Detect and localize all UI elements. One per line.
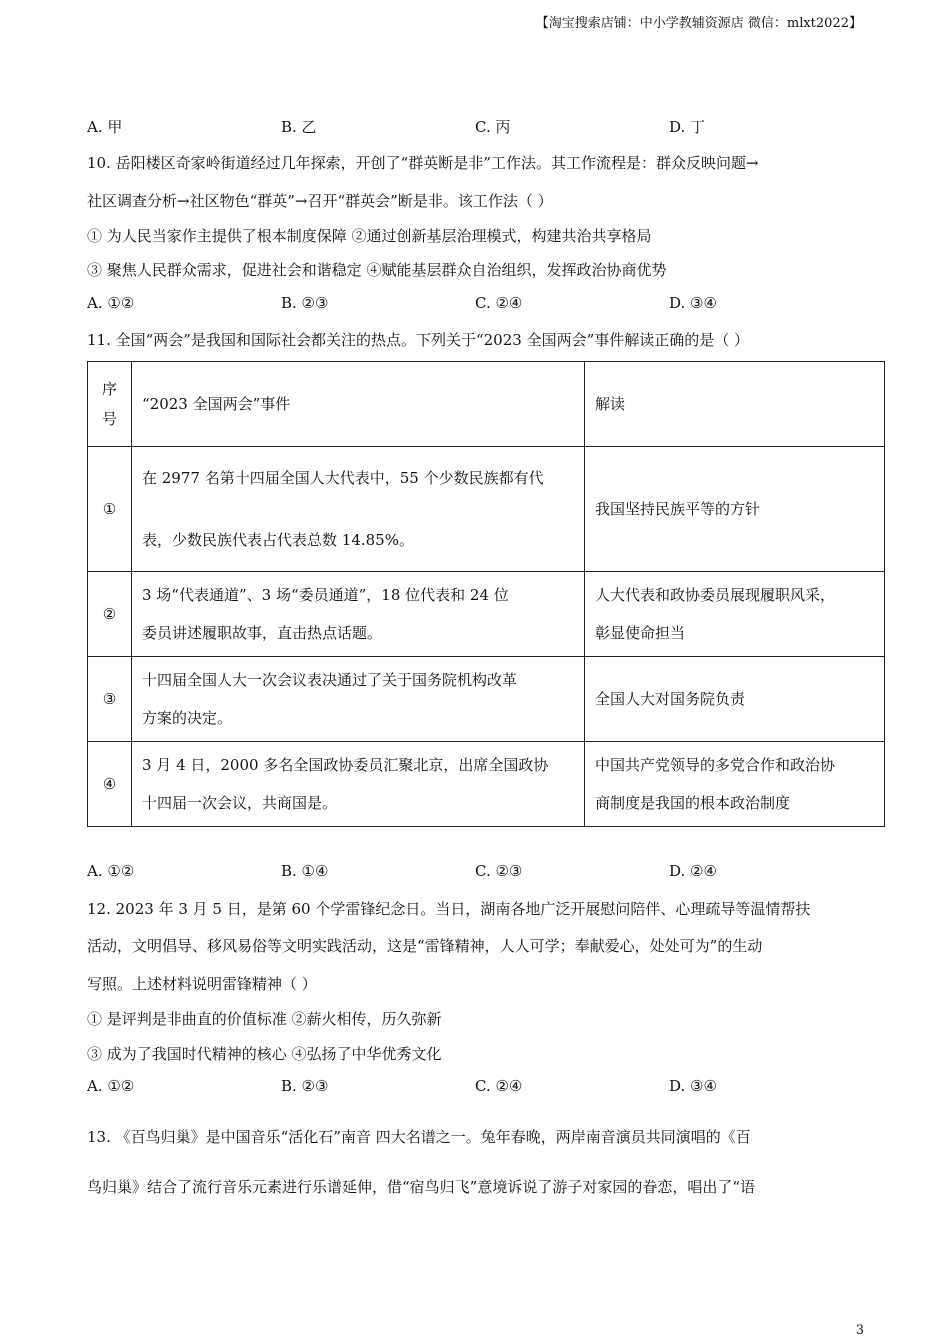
row-event: 在 2977 名第十四届全国人大代表中，55 个少数民族都有代 表，少数民族代表占代表总数 14.85%。 [132,447,585,572]
table-row [88,742,885,827]
q10-items-line1: ① 为人民当家作主提供了根本制度保障 ②通过创新基层治理模式，构建共治共享格局 [87,227,652,245]
table-header-row [88,362,885,447]
page-number: 3 [855,1323,864,1338]
q10-stem-line2: 社区调查分析→社区物色“群英”→召开“群英会”断是非。该工作法（ ） [87,192,553,210]
option-b[interactable]: B. ②③ [281,1077,329,1095]
header-event: “2023 全国两会”事件 [132,362,585,447]
row-number: ① [88,447,132,572]
q13-stem-line2: 鸟归巢》结合了流行音乐元素进行乐谱延伸，借“宿鸟归飞”意境诉说了游子对家园的眷恋，唱出了“语 [87,1178,756,1196]
q12-stem-line1: 12. 2023 年 3 月 5 日，是第 60 个学雷锋纪念日。当日，湖南各地广泛开展慰问陪伴、心理疏导等温情帮扶 [87,900,811,918]
header-number: 序号 [88,362,132,447]
option-a[interactable]: A. ①② [87,1077,135,1095]
row-number: ③ [88,657,132,742]
events-table [87,361,885,827]
option-c[interactable]: C. ②④ [475,294,523,312]
q12-items-line2: ③ 成为了我国时代精神的核心 ④弘扬了中华优秀文化 [87,1045,442,1063]
row-number: ④ [88,742,132,827]
option-d[interactable]: D. ②④ [669,862,717,880]
page-header: 【淘宝搜索店铺：中小学教辅资源店 微信：mlxt2022】 [535,16,862,31]
q13-stem-line1: 13. 《百鸟归巢》是中国音乐“活化石”南音 四大名谱之一。兔年春晚，两岸南音演员共同演唱的《百 [87,1128,751,1146]
q12-stem-line2: 活动，文明倡导、移风易俗等文明实践活动，这是“雷锋精神，人人可学；奉献爱心，处处可为”的生动 [87,937,763,955]
option-d[interactable]: D. ③④ [669,294,717,312]
row-event: 3 月 4 日，2000 多名全国政协委员汇聚北京，出席全国政协 十四届一次会议，共商国是。 [132,742,585,827]
table-row [88,447,885,572]
q12-items-line1: ① 是评判是非曲直的价值标准 ②薪火相传，历久弥新 [87,1010,442,1028]
row-reading: 我国坚持民族平等的方针 [585,447,885,572]
option-a[interactable]: A. ①② [87,862,135,880]
option-a[interactable]: A. 甲 [87,118,123,136]
row-reading: 全国人大对国务院负责 [585,657,885,742]
option-c[interactable]: C. ②④ [475,1077,523,1095]
option-c[interactable]: C. ②③ [475,862,523,880]
option-b[interactable]: B. ②③ [281,294,329,312]
option-c[interactable]: C. 丙 [475,118,511,136]
table-row [88,657,885,742]
row-event: 3 场“代表通道”、3 场“委员通道”，18 位代表和 24 位 委员讲述履职故事，直击热点话题。 [132,572,585,657]
q11-stem: 11. 全国“两会”是我国和国际社会都关注的热点。下列关于“2023 全国两会”事件解读正确的是（ ） [87,331,750,349]
q10-stem-line1: 10. 岳阳楼区奇家岭街道经过几年探索，开创了“群英断是非”工作法。其工作流程是：群众反映问题→ [87,154,759,172]
row-event: 十四届全国人大一次会议表决通过了关于国务院机构改革 方案的决定。 [132,657,585,742]
header-reading: 解读 [585,362,885,447]
row-number: ② [88,572,132,657]
option-b[interactable]: B. 乙 [281,118,317,136]
row-reading: 人大代表和政协委员展现履职风采， 彰显使命担当 [585,572,885,657]
option-a[interactable]: A. ①② [87,294,135,312]
q10-items-line2: ③ 聚焦人民群众需求，促进社会和谐稳定 ④赋能基层群众自治组织，发挥政治协商优势 [87,261,667,279]
option-b[interactable]: B. ①④ [281,862,329,880]
q12-stem-line3: 写照。上述材料说明雷锋精神（ ） [87,975,317,993]
table-row [88,572,885,657]
option-d[interactable]: D. 丁 [669,118,706,136]
row-reading: 中国共产党领导的多党合作和政治协 商制度是我国的根本政治制度 [585,742,885,827]
option-d[interactable]: D. ③④ [669,1077,717,1095]
